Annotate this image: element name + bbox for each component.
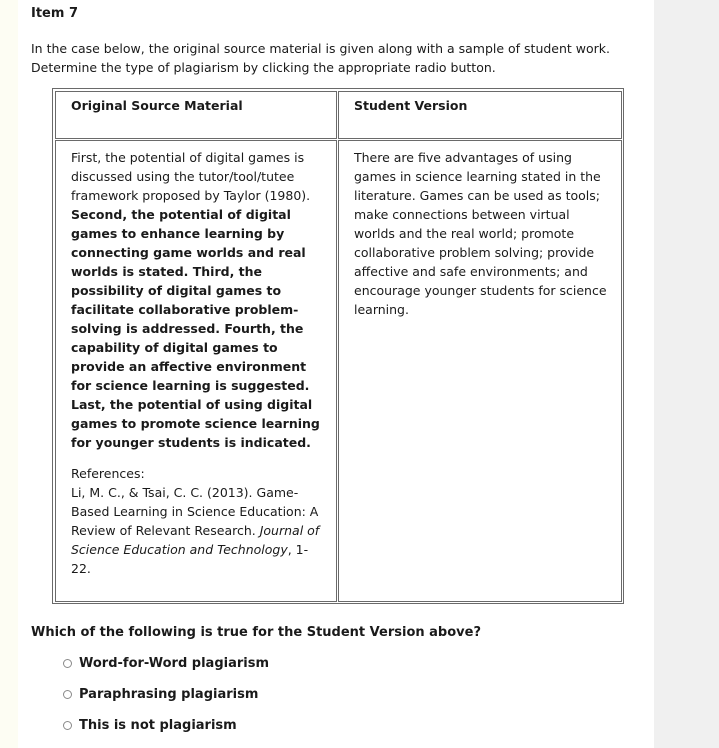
right-side-panel bbox=[654, 0, 719, 748]
reference-part2: , 1-22. bbox=[71, 542, 309, 576]
comparison-table bbox=[52, 88, 624, 604]
option-label: This is not plagiarism bbox=[79, 718, 237, 733]
original-source-cell bbox=[55, 140, 337, 602]
option-label: Paraphrasing plagiarism bbox=[79, 687, 259, 702]
original-header-cell bbox=[55, 91, 337, 139]
original-source-paragraph bbox=[71, 148, 326, 452]
option-paraphrasing[interactable] bbox=[63, 687, 258, 702]
radio-button[interactable] bbox=[63, 690, 72, 699]
item-title: Item 7 bbox=[31, 6, 78, 21]
original-header: Original Source Material bbox=[71, 98, 243, 113]
radio-button[interactable] bbox=[63, 659, 72, 668]
reference-journal: Journal of Science Education and Technology bbox=[71, 523, 320, 557]
left-margin-strip bbox=[0, 0, 18, 748]
option-word-for-word[interactable] bbox=[63, 656, 269, 671]
radio-button[interactable] bbox=[63, 721, 72, 730]
option-not-plagiarism[interactable] bbox=[63, 718, 237, 733]
student-version-text: There are five advantages of using games in science learning stated in the literature. Games can be used as tools; make connections between virtual worlds and the real world; promote collaborative problem solving; provide affective and safe environments; and encourage younger students for science learning. bbox=[354, 150, 607, 317]
student-header: Student Version bbox=[354, 98, 468, 113]
instructions bbox=[31, 39, 631, 77]
original-plain-text: First, the potential of digital games is discussed using the tutor/tool/tutee framework proposed by Taylor (1980). bbox=[71, 150, 311, 203]
instructions-line-1: In the case below, the original source material is given along with a sample of student work. bbox=[31, 41, 611, 56]
option-label: Word-for-Word plagiarism bbox=[79, 656, 269, 671]
reference-part1: Li, M. C., & Tsai, C. C. (2013). Game-Based Learning in Science Education: A Review of Relevant Research. bbox=[71, 485, 319, 538]
references-label: References: bbox=[71, 466, 145, 481]
original-bold-text: Second, the potential of digital games to enhance learning by connecting game worlds and real worlds is stated. Third, the possibility of digital games to facilitate collaborative problem-solving is addressed. Fourth, the capability of digital games to provide an affective environment for science learning is suggested. Last, the potential of using digital games to promote science learning for younger students is indicated. bbox=[71, 207, 320, 450]
student-header-cell bbox=[338, 91, 622, 139]
original-source-text bbox=[71, 148, 326, 578]
student-version-cell bbox=[338, 140, 622, 602]
reference-citation bbox=[71, 483, 326, 578]
instructions-line-2: Determine the type of plagiarism by clicking the appropriate radio button. bbox=[31, 60, 496, 75]
question-text: Which of the following is true for the Student Version above? bbox=[31, 625, 481, 640]
